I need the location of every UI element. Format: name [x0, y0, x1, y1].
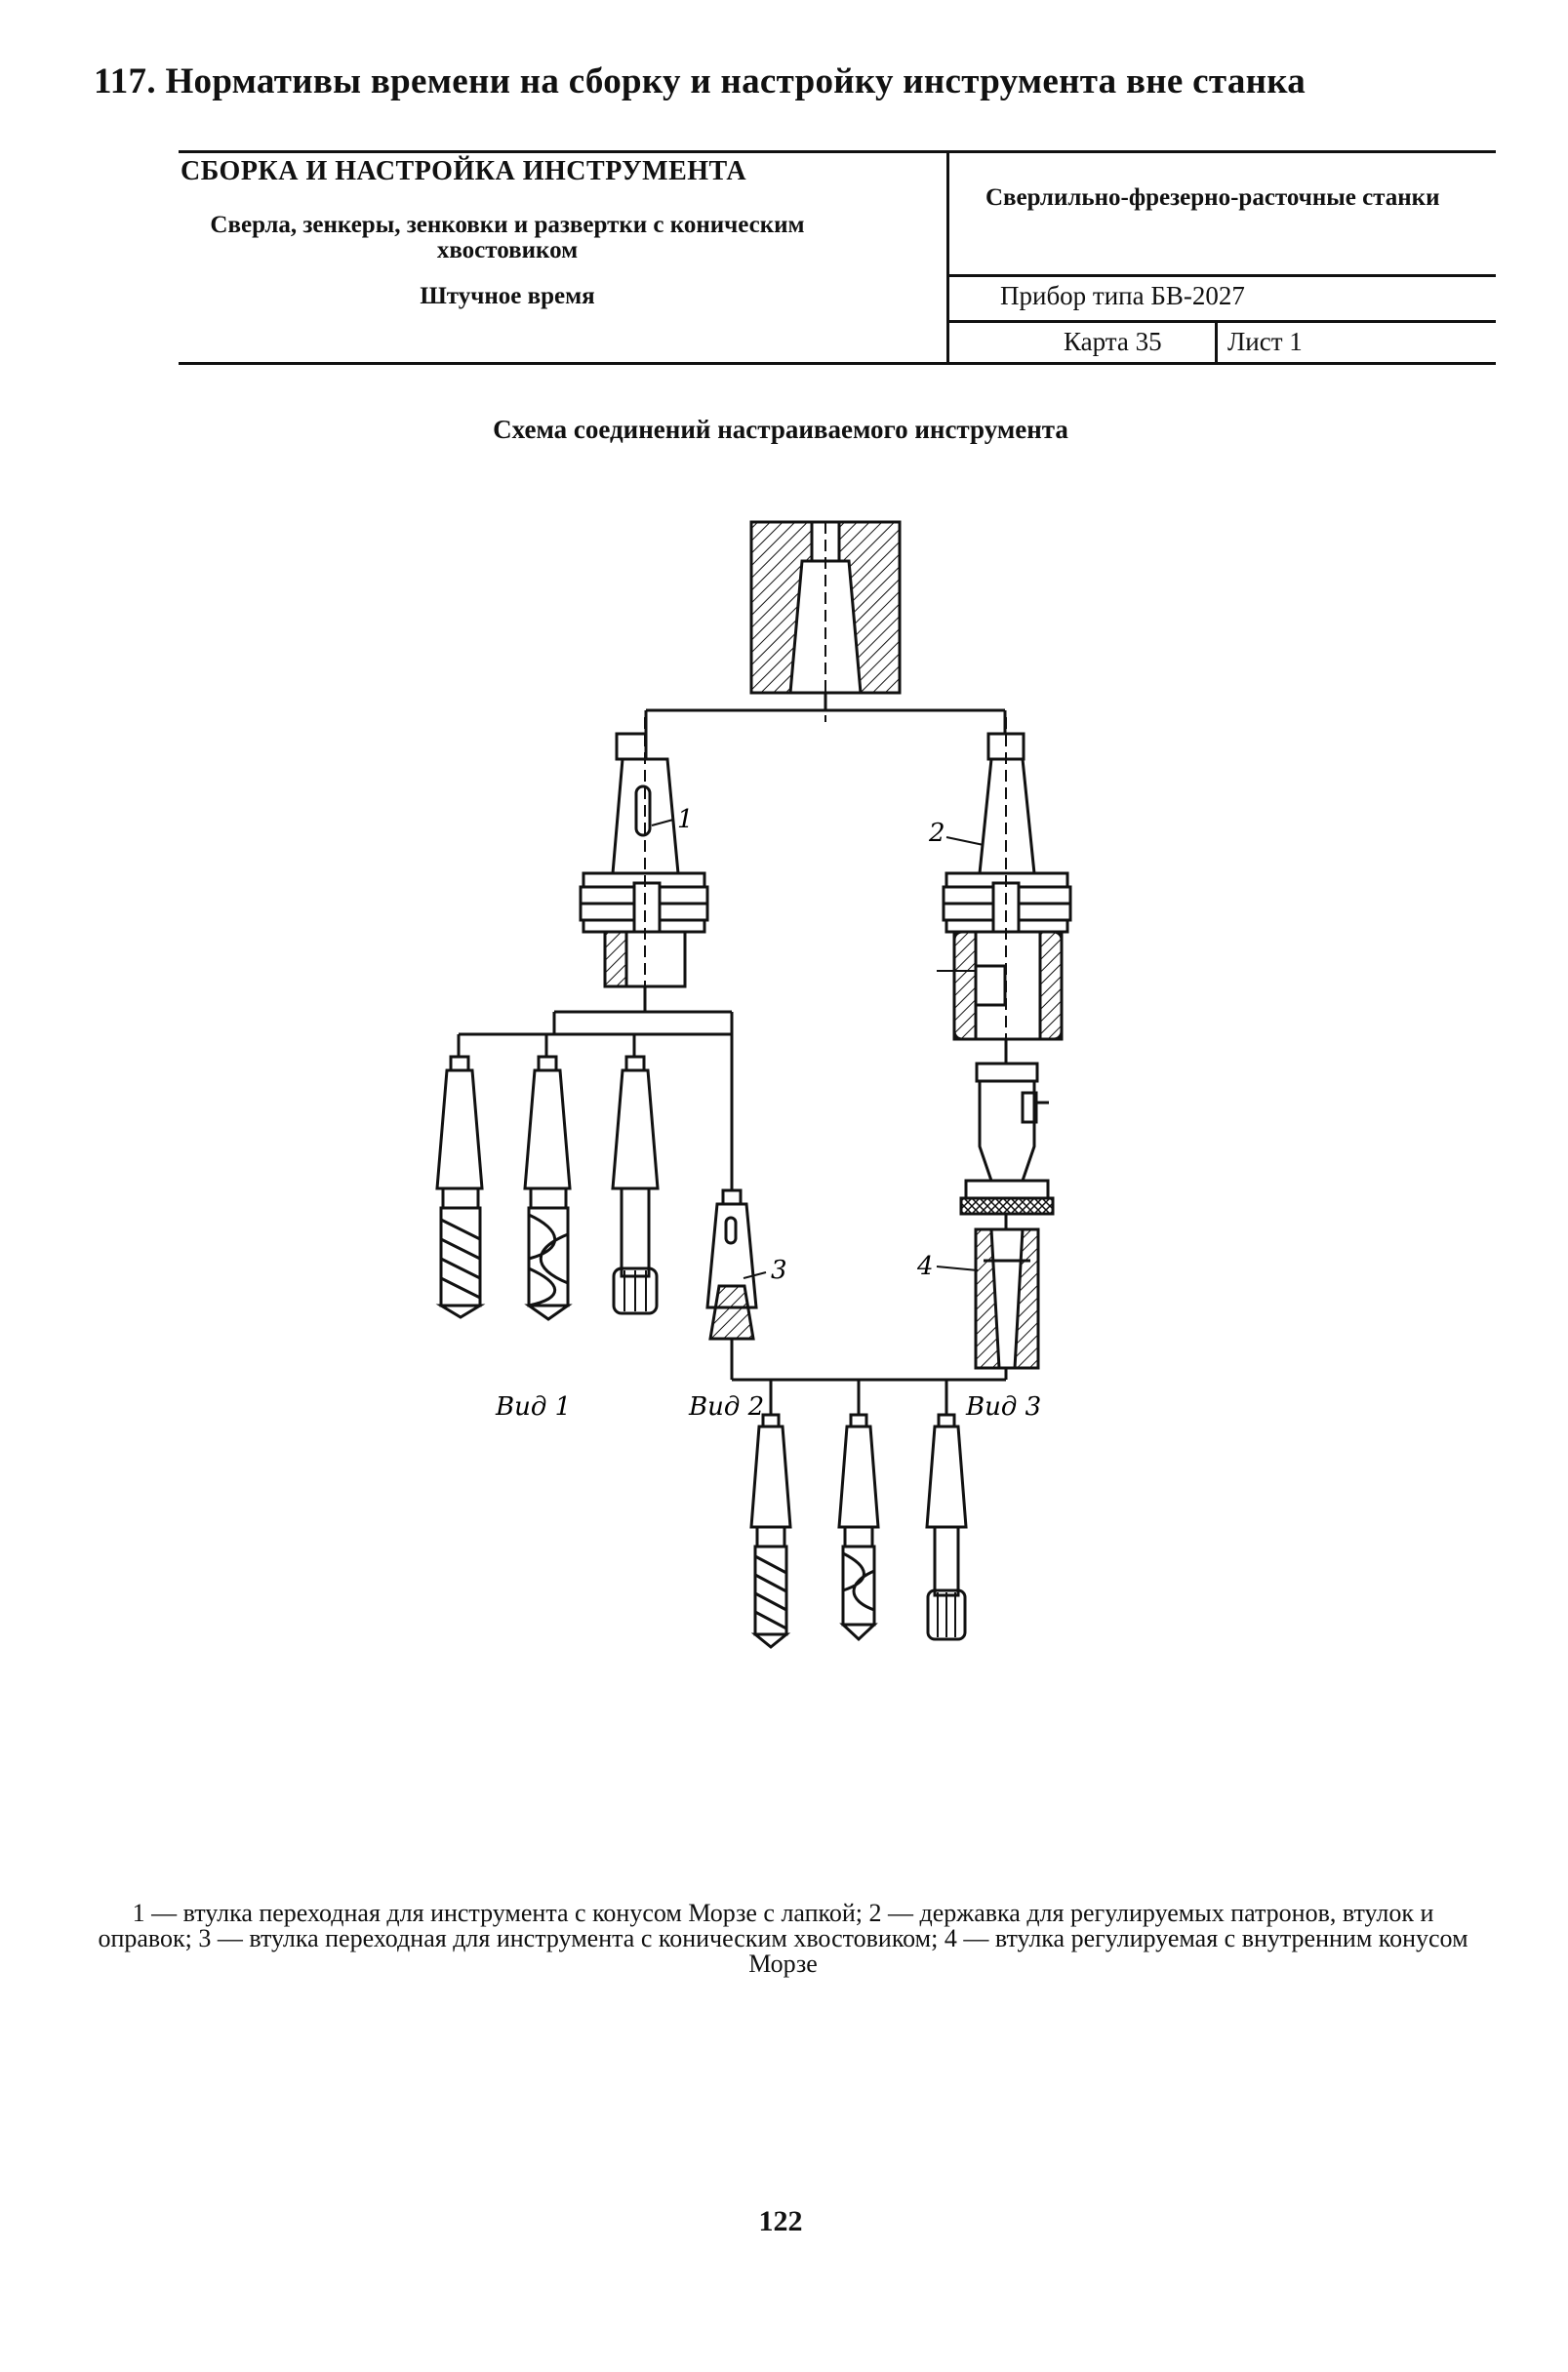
label-part-2: 2: [929, 819, 945, 848]
holder-1: [581, 717, 707, 1005]
header-section-title: СБОРКА И НАСТРОЙКА ИНСТРУМЕНТА: [181, 156, 747, 186]
tool-drill-b: [525, 1057, 570, 1319]
holder-2: [937, 717, 1070, 1064]
tool-reamer-c: [613, 1057, 658, 1313]
sleeve-4: [937, 1229, 1038, 1368]
label-part-1: 1: [677, 805, 694, 834]
header-machine-type: Сверлильно-фрезерно-расточные станки: [985, 184, 1440, 211]
label-view-2: Вид 2: [689, 1392, 765, 1422]
extension-sleeve: [961, 1039, 1053, 1229]
header-tools: Сверла, зенкеры, зенковки и развертки с коническим хвостовиком: [210, 212, 805, 263]
tool-drill-d: [751, 1415, 790, 1647]
page-title: 117. Нормативы времени на сборку и настройку инструмента вне станка: [94, 61, 1307, 101]
page-number: 122: [758, 2205, 803, 2237]
label-view-1: Вид 1: [496, 1392, 572, 1422]
tree-line-view1: [459, 986, 732, 1190]
label-view-3: Вид 3: [966, 1392, 1042, 1422]
label-part-3: 3: [771, 1256, 787, 1285]
tool-reamer-f: [927, 1415, 966, 1639]
label-part-4: 4: [917, 1252, 934, 1281]
scheme-title: Схема соединений настраиваемого инструмента: [493, 415, 1068, 444]
header-sheet-number: Лист 1: [1227, 327, 1303, 356]
header-device: Прибор типа БВ-2027: [1000, 281, 1245, 310]
header-card-number: Карта 35: [1064, 327, 1162, 356]
header-time-type: Штучное время: [420, 283, 595, 309]
tool-drill-e: [839, 1415, 878, 1639]
tool-drill-a: [437, 1057, 482, 1317]
tree-line-view23: [732, 1362, 1006, 1415]
figure-caption: 1 — втулка переходная для инструмента с конусом Морзе с лапкой; 2 — державка для регулируемых патронов, втулок и оправок; 3 — втулка переходная для инструмента с коническим хвостовиком; 4 — втулка регулируемая с внутренним конусом Морзе: [98, 1899, 1468, 1978]
spindle-socket: [751, 522, 900, 722]
sleeve-3: [707, 1190, 766, 1362]
tree-line-main: [646, 693, 1005, 734]
